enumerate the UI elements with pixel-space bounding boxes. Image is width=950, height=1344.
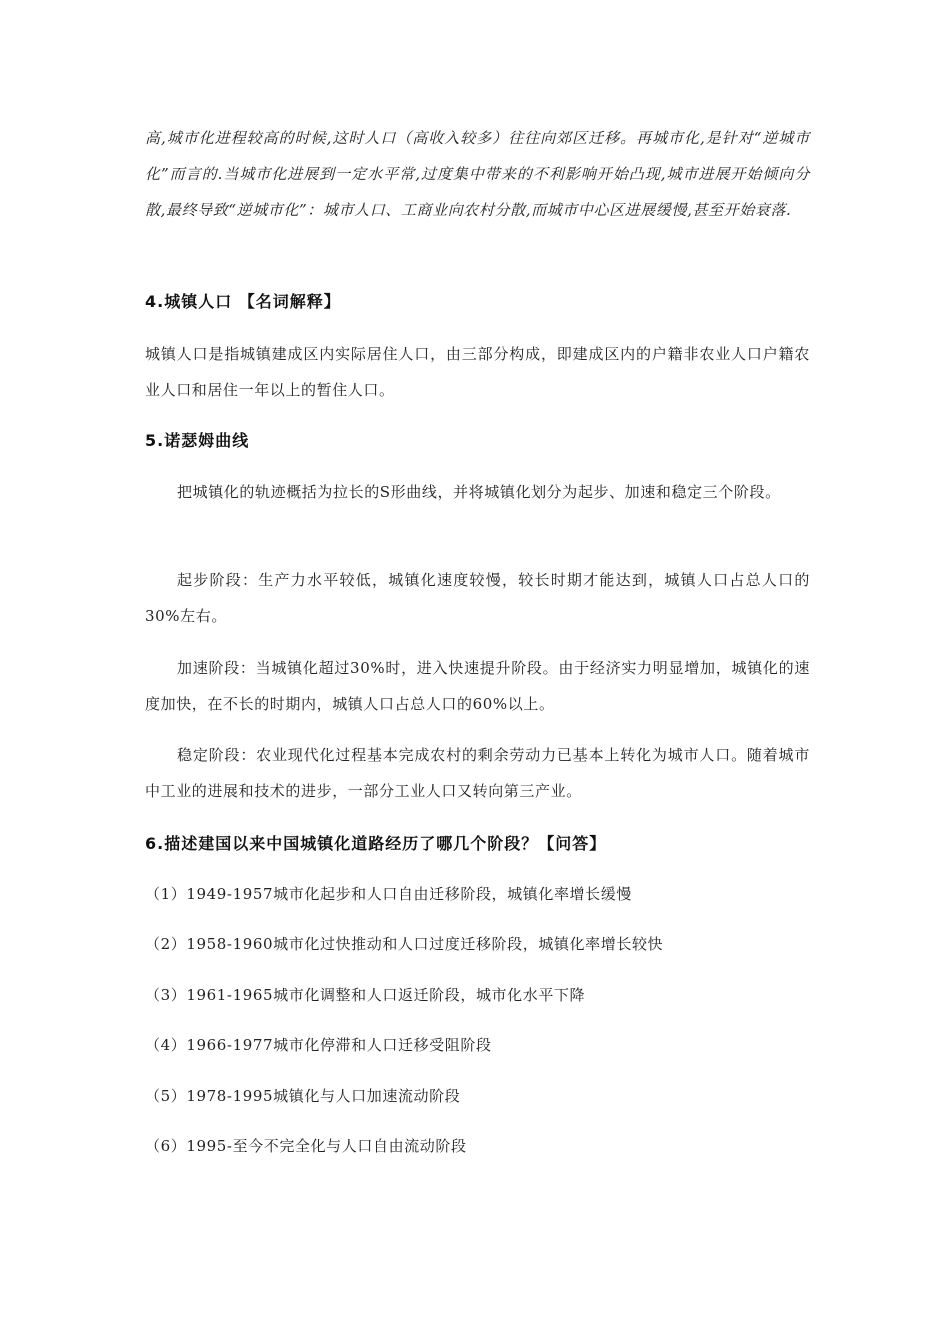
section5-paragraph-stable-stage: 稳定阶段：农业现代化过程基本完成农村的剩余劳动力已基本上转化为城市人口。随着城市中工业的进展和技术的进步，一部分工业人口又转向第三产业。 (145, 746, 810, 800)
section6-list-item: （3）1961-1965城市化调整和人口返迁阶段，城市化水平下降 (145, 986, 586, 1004)
section6-heading: 6.描述建国以来中国城镇化道路经历了哪几个阶段？【问答】 (145, 834, 607, 853)
section4-heading: 4.城镇人口 【名词解释】 (145, 292, 341, 311)
section5-paragraph-start-stage: 起步阶段：生产力水平较低，城镇化速度较慢，较长时期才能达到，城镇人口占总人口的30%左右。 (145, 571, 810, 625)
section6-list-item: （4）1966-1977城市化停滞和人口迁移受阻阶段 (145, 1036, 492, 1054)
section6-list-item: （5）1978-1995城镇化与人口加速流动阶段 (145, 1087, 461, 1105)
section5-heading: 5.诺瑟姆曲线 (145, 431, 250, 450)
section6-list-item: （2）1958-1960城市化过快推动和人口过度迁移阶段，城镇化率增长较快 (145, 935, 664, 953)
section3-continuation-paragraph: 高,城市化进程较高的时候,这时人口（高收入较多）往往向郊区迁移。再城市化,是针对“逆城市化”而言的.当城市化进展到一定水平常,过度集中带来的不利影响开始凸现,城市进展开始倾向分散,最终导致“逆城市化”：城市人口、工商业向农村分散,而城市中心区进展缓慢,甚至开始衰落. (145, 129, 810, 219)
section6-list-item: （1）1949-1957城市化起步和人口自由迁移阶段，城镇化率增长缓慢 (145, 885, 632, 903)
section5-paragraph-intro: 把城镇化的轨迹概括为拉长的S形曲线，并将城镇化划分为起步、加速和稳定三个阶段。 (177, 483, 781, 501)
section5-paragraph-acceleration-stage: 加速阶段：当城镇化超过30%时，进入快速提升阶段。由于经济实力明显增加，城镇化的速度加快，在不长的时期内，城镇人口占总人口的60%以上。 (145, 659, 810, 713)
section4-paragraph: 城镇人口是指城镇建成区内实际居住人口，由三部分构成，即建成区内的户籍非农业人口户籍农业人口和居住一年以上的暂住人口。 (145, 345, 810, 399)
section6-list-item: （6）1995-至今不完全化与人口自由流动阶段 (145, 1137, 467, 1155)
